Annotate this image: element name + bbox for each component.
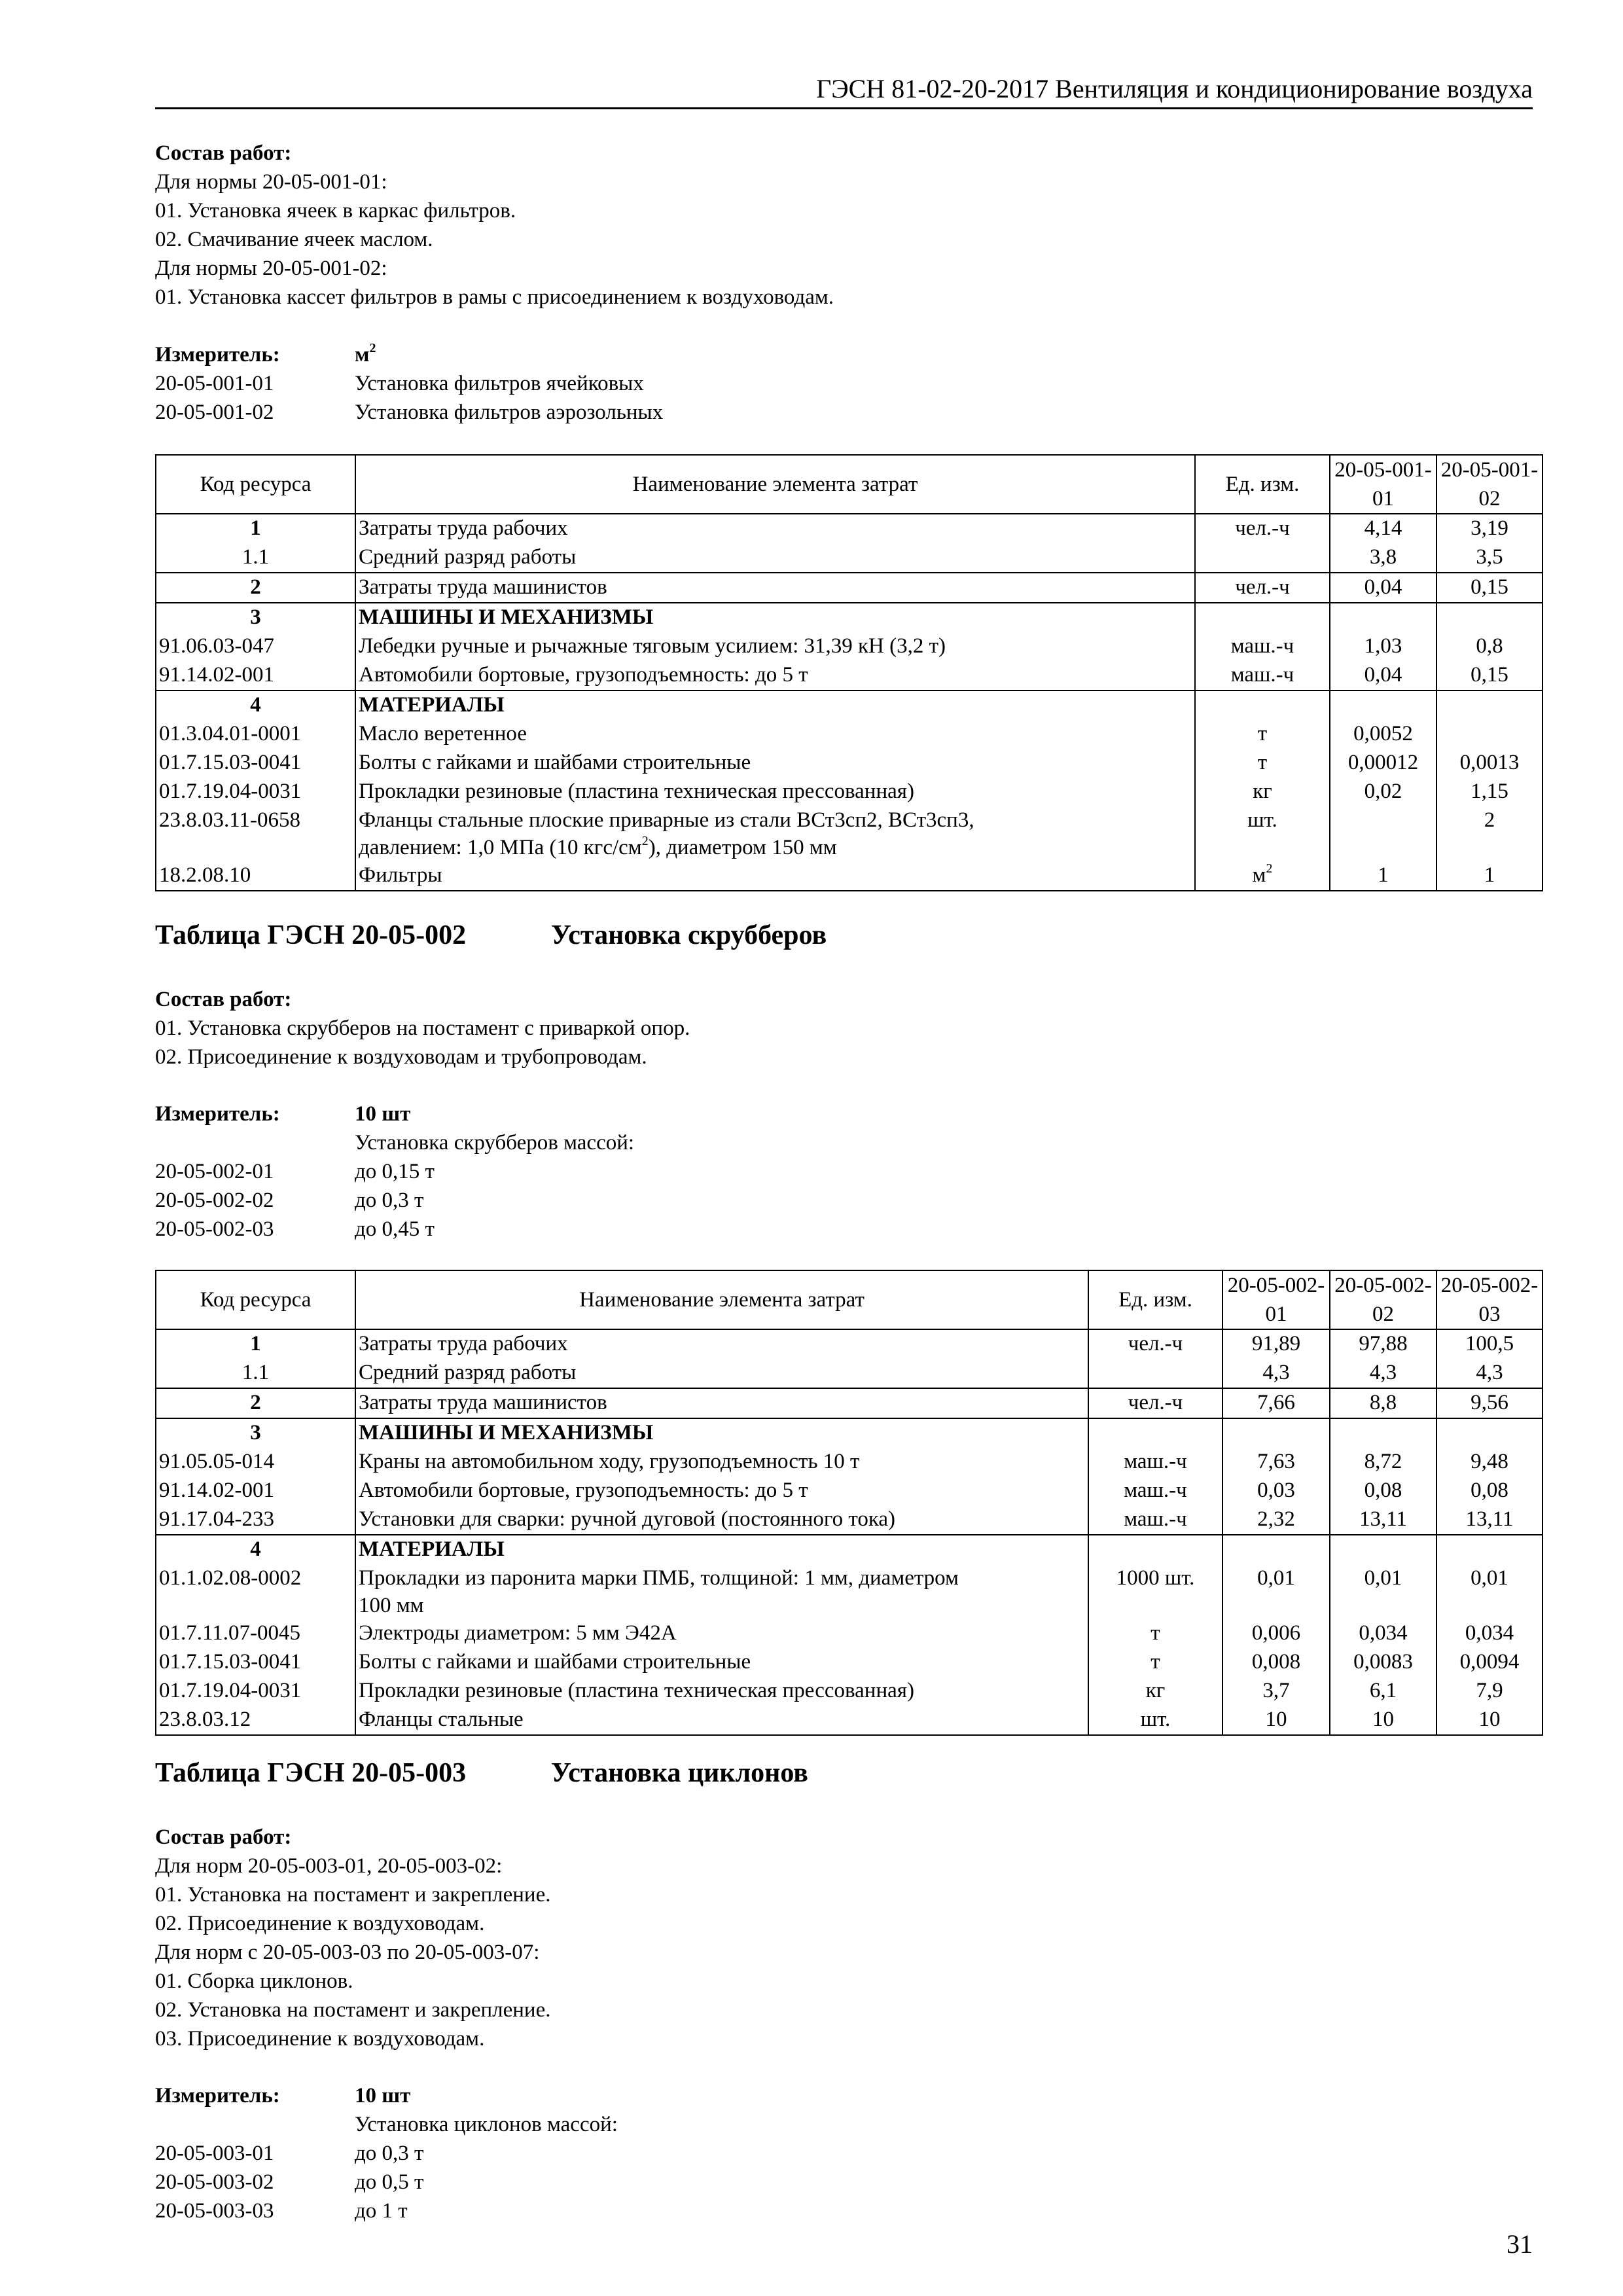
table-row: 4 МАТЕРИАЛЫ: [156, 1535, 1543, 1564]
meter-label: Измеритель:: [155, 2084, 280, 2108]
composition-line: 02. Смачивание ячеек маслом.: [155, 228, 433, 251]
norm-name: до 0,45 т: [355, 1217, 435, 1241]
table-row: 2 Затраты труда машинистов чел.-ч 0,04 0,15: [156, 573, 1543, 603]
composition-line: Для норм 20-05-003-01, 20-05-003-02:: [155, 1854, 503, 1878]
norm-code: 20-05-003-01: [155, 2142, 274, 2165]
table-label: Таблица ГЭСН 20-05-002: [155, 920, 467, 950]
header-rule: [155, 107, 1533, 109]
meter-unit: 10 шт: [355, 1102, 411, 1126]
table-label: Таблица ГЭСН 20-05-003: [155, 1758, 467, 1788]
running-header: ГЭСН 81-02-20-2017 Вентиляция и кондиционирование воздуха: [816, 74, 1533, 103]
col-header-norm: 20-05-002-02: [1330, 1270, 1436, 1329]
norm-code: 20-05-003-03: [155, 2199, 274, 2223]
table-row: 91.06.03-047 Лебедки ручные и рычажные тяговым усилием: 31,39 кН (3,2 т) маш.-ч 1,03 0,8: [156, 632, 1543, 661]
norm-code: 20-05-001-01: [155, 372, 274, 395]
section3-meter: [155, 2081, 1533, 2225]
composition-heading: Состав работ:: [155, 1825, 292, 1849]
composition-line: 01. Установка скрубберов на постамент с приваркой опор.: [155, 1016, 690, 1040]
composition-line: 02. Установка на постамент и закрепление.: [155, 1998, 551, 2022]
norm-code: 20-05-001-02: [155, 401, 274, 424]
resource-table-001: [155, 454, 1543, 891]
meter-unit: 10 шт: [355, 2084, 411, 2108]
composition-heading: Состав работ:: [155, 988, 292, 1011]
norm-name: до 0,15 т: [355, 1160, 435, 1183]
table-row: 18.2.08.10 Фильтры $м^2$ 1 1: [156, 861, 1543, 891]
table-row: 4 МАТЕРИАЛЫ: [156, 691, 1543, 720]
table-row: 91.14.02-001 Автомобили бортовые, грузоподъемность: до 5 т маш.-ч 0,03 0,08 0,08: [156, 1477, 1543, 1505]
table-row: 01.7.15.03-0041 Болты с гайками и шайбами строительные т 0,008 0,0083 0,0094: [156, 1648, 1543, 1677]
composition-line: 01. Установка ячеек в каркас фильтров.: [155, 199, 516, 223]
meter-desc: Установка скрубберов массой:: [355, 1131, 635, 1155]
table-row: 3 МАШИНЫ И МЕХАНИЗМЫ: [156, 603, 1543, 632]
section2-meter: [155, 1100, 1533, 1244]
norm-name: до 0,3 т: [355, 2142, 424, 2165]
table-row: 1 Затраты труда рабочих чел.-ч 4,14 3,19: [156, 514, 1543, 543]
col-header-norm: 20-05-001-01: [1330, 455, 1436, 514]
composition-line: 01. Установка кассет фильтров в рамы с присоединением к воздуховодам.: [155, 285, 834, 309]
col-header-norm: 20-05-001-02: [1436, 455, 1543, 514]
table-row: 1.1 Средний разряд работы 4,3 4,3 4,3: [156, 1359, 1543, 1388]
table-title-002: [155, 920, 827, 951]
composition-line: Для нормы 20-05-001-01:: [155, 170, 387, 194]
norm-name: Установка фильтров ячейковых: [355, 372, 644, 395]
norm-name: Установка фильтров аэрозольных: [355, 401, 664, 424]
norm-name: до 0,3 т: [355, 1189, 424, 1212]
col-header-norm: 20-05-002-01: [1222, 1270, 1330, 1329]
norm-code: 20-05-002-01: [155, 1160, 274, 1183]
table-row: 23.8.03.11-0658 Фланцы стальные плоские приварные из стали ВСт3сп2, ВСт3сп3, давлением: 1,0 МПа (10 кгс/$см^2$), диаметром 150 мм шт. 2: [156, 806, 1543, 861]
section1-composition: [155, 139, 1533, 312]
col-header-code: Код ресурса: [156, 1270, 355, 1329]
composition-line: 03. Присоединение к воздуховодам.: [155, 2027, 485, 2051]
table-name: Установка скрубберов: [551, 920, 827, 950]
table-row: 1.1 Средний разряд работы 3,8 3,5: [156, 543, 1543, 573]
table-row: 01.1.02.08-0002 Прокладки из паронита марки ПМБ, толщиной: 1 мм, диаметром 100 мм 1000 шт. 0,01 0,01 0,01: [156, 1564, 1543, 1619]
col-header-name: Наименование элемента затрат: [355, 1270, 1088, 1329]
meter-label: Измеритель:: [155, 1102, 280, 1126]
section3-composition: [155, 1823, 1533, 2053]
meter-label: Измеритель:: [155, 343, 280, 367]
table-row: 2 Затраты труда машинистов чел.-ч 7,66 8,8 9,56: [156, 1388, 1543, 1418]
composition-line: 02. Присоединение к воздуховодам.: [155, 1912, 485, 1935]
row-name-multiline: Прокладки из паронита марки ПМБ, толщиной: 1 мм, диаметром 100 мм: [355, 1564, 1088, 1619]
composition-line: 02. Присоединение к воздуховодам и трубопроводам.: [155, 1045, 647, 1069]
table-row: 91.05.05-014 Краны на автомобильном ходу, грузоподъемность 10 т маш.-ч 7,63 8,72 9,48: [156, 1448, 1543, 1477]
norm-name: до 0,5 т: [355, 2170, 424, 2194]
meter-desc: Установка циклонов массой:: [355, 2113, 618, 2136]
section1-meter: [155, 340, 1533, 427]
table-row: 91.17.04-233 Установки для сварки: ручной дуговой (постоянного тока) маш.-ч 2,32 13,11 13,11: [156, 1505, 1543, 1535]
composition-heading: Состав работ:: [155, 141, 292, 165]
composition-line: 01. Сборка циклонов.: [155, 1969, 353, 1993]
row-name-multiline: Фланцы стальные плоские приварные из стали ВСт3сп2, ВСт3сп3, давлением: 1,0 МПа (10 кгс/$см^2$), диаметром 150 мм: [355, 806, 1195, 861]
composition-line: Для норм с 20-05-003-03 по 20-05-003-07:: [155, 1941, 540, 1964]
page-number: 31: [1507, 2229, 1533, 2259]
composition-line: Для нормы 20-05-001-02:: [155, 257, 387, 280]
col-header-name: Наименование элемента затрат: [355, 455, 1195, 514]
resource-table-002: [155, 1270, 1543, 1736]
table-row: 1 Затраты труда рабочих чел.-ч 91,89 97,88 100,5: [156, 1329, 1543, 1359]
norm-code: 20-05-002-03: [155, 1217, 274, 1241]
col-header-unit: Ед. изм.: [1088, 1270, 1222, 1329]
table-row: 91.14.02-001 Автомобили бортовые, грузоподъемность: до 5 т маш.-ч 0,04 0,15: [156, 661, 1543, 691]
section2-composition: [155, 985, 1533, 1071]
meter-unit: $м^2$: [355, 341, 376, 367]
table-row: 01.3.04.01-0001 Масло веретенное т 0,0052: [156, 720, 1543, 749]
table-row: 01.7.19.04-0031 Прокладки резиновые (пластина техническая прессованная) кг 3,7 6,1 7,9: [156, 1677, 1543, 1706]
norm-name: до 1 т: [355, 2199, 408, 2223]
table-row: 01.7.19.04-0031 Прокладки резиновые (пластина техническая прессованная) кг 0,02 1,15: [156, 778, 1543, 806]
col-header-code: Код ресурса: [156, 455, 355, 514]
table-row: 01.7.11.07-0045 Электроды диаметром: 5 мм Э42А т 0,006 0,034 0,034: [156, 1619, 1543, 1648]
table-row: 3 МАШИНЫ И МЕХАНИЗМЫ: [156, 1418, 1543, 1448]
norm-code: 20-05-002-02: [155, 1189, 274, 1212]
col-header-unit: Ед. изм.: [1195, 455, 1330, 514]
table-row: 01.7.15.03-0041 Болты с гайками и шайбами строительные т 0,00012 0,0013: [156, 749, 1543, 778]
composition-line: 01. Установка на постамент и закрепление.: [155, 1883, 551, 1907]
table-title-003: [155, 1757, 808, 1789]
table-name: Установка циклонов: [551, 1758, 808, 1788]
table-row: 23.8.03.12 Фланцы стальные шт. 10 10 10: [156, 1706, 1543, 1735]
norm-code: 20-05-003-02: [155, 2170, 274, 2194]
col-header-norm: 20-05-002-03: [1436, 1270, 1543, 1329]
